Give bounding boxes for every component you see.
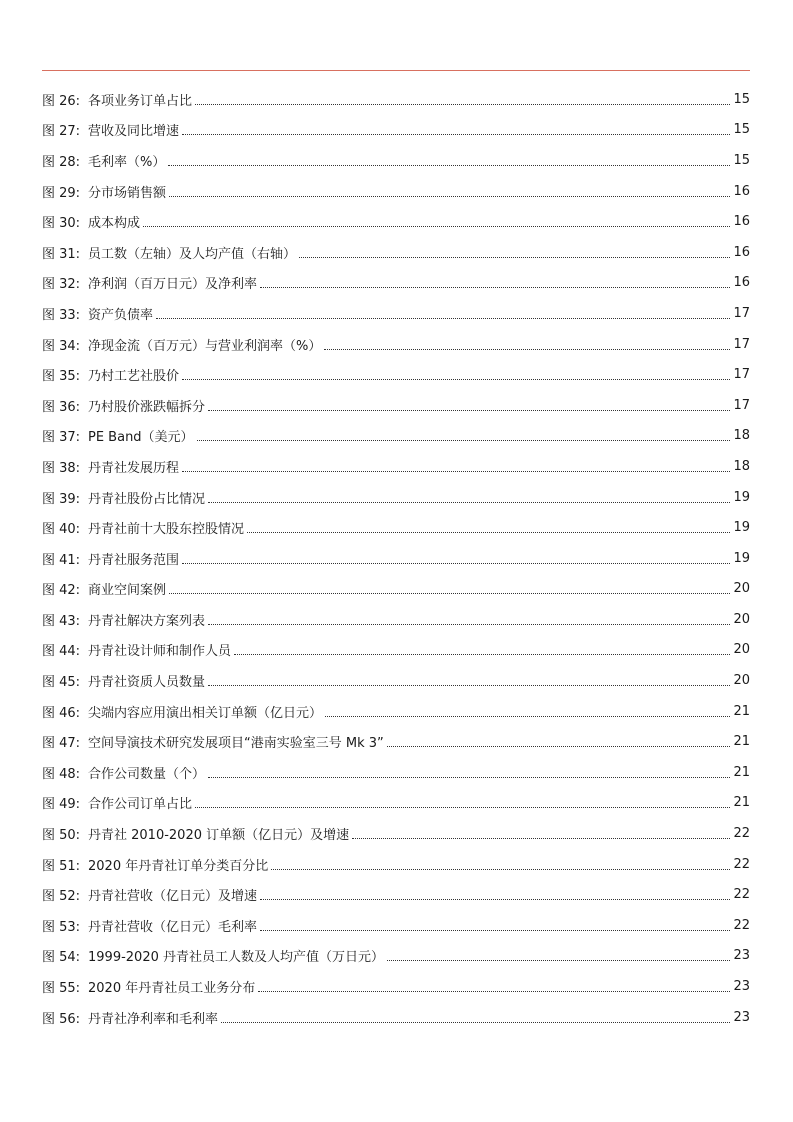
figure-number: 图 52:	[42, 889, 81, 905]
dot-leader	[221, 1022, 730, 1023]
figure-number: 图 27:	[42, 124, 81, 140]
toc-entry[interactable]	[42, 971, 750, 1002]
toc-entry[interactable]	[42, 206, 750, 237]
figure-title: 丹青社股份占比情况	[88, 491, 206, 507]
dot-leader	[208, 624, 730, 625]
page-number: 22	[733, 917, 750, 933]
figure-title: 资产负债率	[88, 307, 154, 323]
figure-number: 图 56:	[42, 1011, 81, 1027]
figure-title: 乃村工艺社股价	[88, 369, 180, 385]
page-number: 22	[733, 826, 750, 842]
figure-number: 图 53:	[42, 919, 81, 935]
page-number: 21	[733, 734, 750, 750]
page-number: 20	[733, 673, 750, 689]
figure-title: 2020 年丹青社员工业务分布	[88, 981, 256, 997]
page-number: 15	[733, 91, 750, 107]
page-number: 23	[733, 979, 750, 995]
toc-entry[interactable]	[42, 1002, 750, 1033]
page-number: 20	[733, 642, 750, 658]
toc-entry[interactable]	[42, 910, 750, 941]
toc-entry[interactable]	[42, 298, 750, 329]
figure-number: 图 34:	[42, 338, 81, 354]
page-number: 17	[733, 305, 750, 321]
figure-number: 图 44:	[42, 644, 81, 660]
dot-leader	[182, 134, 730, 135]
dot-leader	[271, 869, 730, 870]
figure-title: 丹青社设计师和制作人员	[88, 644, 232, 660]
figure-number: 图 55:	[42, 981, 81, 997]
dot-leader	[195, 104, 730, 105]
figure-title: 丹青社发展历程	[88, 460, 180, 476]
page-number: 19	[733, 550, 750, 566]
page-number: 22	[733, 887, 750, 903]
dot-leader	[208, 410, 730, 411]
page-number: 20	[733, 581, 750, 597]
figure-title: 丹青社服务范围	[88, 552, 180, 568]
page-number: 15	[733, 152, 750, 168]
dot-leader	[234, 654, 730, 655]
page-number: 21	[733, 703, 750, 719]
figure-title: 合作公司数量（个）	[88, 766, 206, 782]
figure-number: 图 45:	[42, 675, 81, 691]
dot-leader	[260, 930, 730, 931]
page-number: 20	[733, 611, 750, 627]
toc-entry[interactable]	[42, 818, 750, 849]
page-number: 17	[733, 397, 750, 413]
figure-number: 图 26:	[42, 93, 81, 109]
figure-title: 各项业务订单占比	[88, 93, 193, 109]
toc-entry[interactable]	[42, 390, 750, 421]
dot-leader	[169, 593, 730, 594]
figure-title: 1999-2020 丹青社员工人数及人均产值（万日元）	[88, 950, 384, 966]
figure-number: 图 37:	[42, 430, 81, 446]
figure-title: 2020 年丹青社订单分类百分比	[88, 858, 269, 874]
page-number: 17	[733, 367, 750, 383]
figure-number: 图 46:	[42, 705, 81, 721]
figure-title: 空间导演技术研究发展项目“港南实验室三号 Mk 3”	[88, 736, 384, 752]
figure-title: 合作公司订单占比	[88, 797, 193, 813]
page-number: 16	[733, 244, 750, 260]
figure-number: 图 50:	[42, 828, 81, 844]
figure-number: 图 43:	[42, 613, 81, 629]
figure-title: 商业空间案例	[88, 583, 167, 599]
figure-title: 尖端内容应用演出相关订单额（亿日元）	[88, 705, 323, 721]
toc-entry[interactable]	[42, 665, 750, 696]
dot-leader	[195, 807, 730, 808]
figure-number: 图 41:	[42, 552, 81, 568]
toc-entry[interactable]	[42, 115, 750, 146]
figure-number: 图 40:	[42, 522, 81, 538]
toc-entry[interactable]	[42, 849, 750, 880]
page-number: 16	[733, 183, 750, 199]
toc-entry[interactable]	[42, 482, 750, 513]
dot-leader	[260, 287, 730, 288]
page-number: 18	[733, 428, 750, 444]
figure-title: 丹青社解决方案列表	[88, 613, 206, 629]
toc-entry[interactable]	[42, 726, 750, 757]
figure-number: 图 32:	[42, 277, 81, 293]
dot-leader	[208, 777, 730, 778]
figure-number: 图 36:	[42, 399, 81, 415]
page-number: 21	[733, 764, 750, 780]
dot-leader	[208, 502, 730, 503]
figure-number: 图 39:	[42, 491, 81, 507]
dot-leader	[352, 838, 730, 839]
toc-entry[interactable]	[42, 176, 750, 207]
figure-title: 丹青社营收（亿日元）毛利率	[88, 919, 258, 935]
figure-title: 丹青社前十大股东控股情况	[88, 522, 245, 538]
figure-number: 图 30:	[42, 216, 81, 232]
dot-leader	[260, 899, 730, 900]
dot-leader	[143, 226, 730, 227]
toc-entry[interactable]	[42, 879, 750, 910]
figure-number: 图 35:	[42, 369, 81, 385]
toc-entry[interactable]	[42, 696, 750, 727]
toc-entry[interactable]	[42, 757, 750, 788]
page-number: 16	[733, 214, 750, 230]
toc-entry[interactable]	[42, 421, 750, 452]
toc-entry[interactable]	[42, 359, 750, 390]
toc-entry[interactable]	[42, 604, 750, 635]
dot-leader	[168, 165, 730, 166]
figure-title: 营收及同比增速	[88, 124, 180, 140]
dot-leader	[182, 379, 730, 380]
figure-title: 乃村股价涨跌幅拆分	[88, 399, 206, 415]
dot-leader	[258, 991, 730, 992]
toc-entry[interactable]	[42, 237, 750, 268]
page-number: 15	[733, 122, 750, 138]
page-number: 16	[733, 275, 750, 291]
figure-number: 图 29:	[42, 185, 81, 201]
figure-title: 净现金流（百万元）与营业利润率（%）	[88, 338, 322, 354]
figure-number: 图 48:	[42, 766, 81, 782]
dot-leader	[156, 318, 730, 319]
page-number: 17	[733, 336, 750, 352]
list-of-figures	[42, 84, 750, 1032]
toc-entry[interactable]	[42, 145, 750, 176]
dot-leader	[325, 716, 730, 717]
page-number: 19	[733, 489, 750, 505]
figure-title: 毛利率（%）	[88, 154, 166, 170]
figure-number: 图 42:	[42, 583, 81, 599]
figure-title: 丹青社 2010-2020 订单额（亿日元）及增速	[88, 828, 350, 844]
figure-number: 图 54:	[42, 950, 81, 966]
header-rule	[42, 70, 750, 71]
toc-entry[interactable]	[42, 788, 750, 819]
toc-entry[interactable]	[42, 543, 750, 574]
figure-number: 图 49:	[42, 797, 81, 813]
dot-leader	[208, 685, 730, 686]
page-number: 18	[733, 458, 750, 474]
figure-number: 图 51:	[42, 858, 81, 874]
figure-number: 图 31:	[42, 246, 81, 262]
toc-entry[interactable]	[42, 268, 750, 299]
toc-entry[interactable]	[42, 635, 750, 666]
page-number: 23	[733, 948, 750, 964]
dot-leader	[182, 563, 730, 564]
toc-entry[interactable]	[42, 329, 750, 360]
page-number: 21	[733, 795, 750, 811]
figure-title: 丹青社营收（亿日元）及增速	[88, 889, 258, 905]
figure-title: 分市场销售额	[88, 185, 167, 201]
dot-leader	[299, 257, 730, 258]
toc-entry[interactable]	[42, 941, 750, 972]
dot-leader	[169, 196, 730, 197]
page-number: 19	[733, 520, 750, 536]
toc-entry[interactable]	[42, 574, 750, 605]
figure-title: 丹青社净利率和毛利率	[88, 1011, 219, 1027]
figure-number: 图 47:	[42, 736, 81, 752]
figure-number: 图 38:	[42, 460, 81, 476]
figure-title: 净利润（百万日元）及净利率	[88, 277, 258, 293]
figure-title: 成本构成	[88, 216, 141, 232]
dot-leader	[387, 746, 731, 747]
dot-leader	[197, 440, 731, 441]
dot-leader	[324, 349, 730, 350]
figure-title: 丹青社资质人员数量	[88, 675, 206, 691]
figure-number: 图 33:	[42, 307, 81, 323]
page-number: 22	[733, 856, 750, 872]
figure-title: PE Band（美元）	[88, 430, 194, 446]
dot-leader	[247, 532, 730, 533]
toc-entry[interactable]	[42, 84, 750, 115]
toc-entry[interactable]	[42, 451, 750, 482]
figure-number: 图 28:	[42, 154, 81, 170]
toc-entry[interactable]	[42, 512, 750, 543]
figure-title: 员工数（左轴）及人均产值（右轴）	[88, 246, 297, 262]
page-number: 23	[733, 1009, 750, 1025]
dot-leader	[387, 960, 730, 961]
dot-leader	[182, 471, 730, 472]
